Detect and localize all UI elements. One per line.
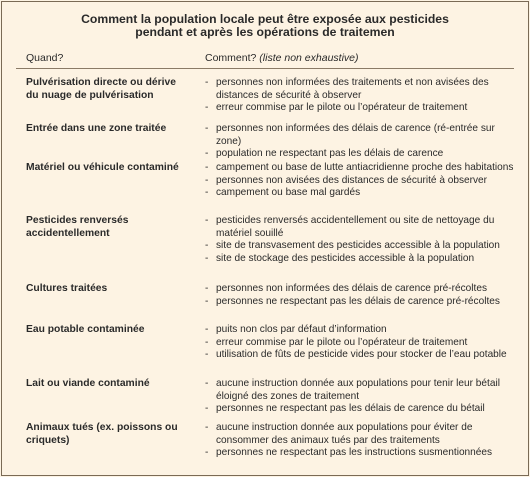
row-how-list [205,378,515,416]
list-item-text: personnes non informées des traitements et non avisées des distances de sécurité à observer [216,77,489,101]
list-item [205,77,515,102]
row-when: Matériel ou véhicule contaminé [26,162,179,173]
bullet-dash-icon: - [205,123,209,134]
header-how-label: Comment? [205,52,257,64]
list-item-text: utilisation de fûts de pesticide vides pour stocker de l’eau potable [216,349,507,361]
list-item [205,148,515,161]
list-item-text: personnes ne respectant pas les instructions susmentionnées [216,447,493,459]
list-item [205,102,515,115]
list-item [205,162,515,175]
list-item [205,296,515,309]
list-item-text: site de stockage des pesticides accessible à la population [216,252,475,264]
title-line-1: Comment la population locale peut être exposée aux pesticides [81,12,449,26]
bullet-dash-icon: - [205,403,209,415]
bullet-dash-icon: - [205,295,209,307]
bullet-dash-icon: - [205,162,209,173]
list-item [205,378,515,403]
list-item-text: pesticides renversés accidentellement ou site de nettoyage du matériel souillé [216,215,495,239]
bullet-dash-icon: - [205,336,209,348]
bullet-dash-icon: - [205,148,209,160]
bullet-dash-icon: - [205,447,209,459]
bullet-dash-icon: - [205,252,209,264]
bullet-dash-icon: - [205,102,209,114]
title-line-2: pendant et après les opérations de traitemen [135,25,395,39]
list-item [205,253,515,266]
row-when: Animaux tués (ex. poissons ou criquets) [26,422,178,446]
row-how-list [205,162,515,200]
list-item-text: aucune instruction donnée aux populations pour tenir leur bétail éloigné des zones de traitement [216,378,500,402]
list-item-text: erreur commise par le pilote ou l’opérateur de traitement [216,336,468,348]
bullet-dash-icon: - [205,349,209,361]
bullet-dash-icon: - [205,215,209,226]
row-how-list [205,215,515,265]
list-item-text: campement ou base de lutte antiacridienne proche des habitations [216,162,514,173]
table-title [2,13,528,39]
list-item [205,123,515,148]
header-when: Quand? [26,52,64,64]
list-item-text: personnes ne respectant pas les délais de carence pré-récoltes [216,295,500,307]
row-when: Pulvérisation directe ou dérive du nuage de pulvérisation [26,77,176,101]
list-item-text: personnes ne respectant pas les délais de carence du bétail [216,403,485,415]
list-item [205,422,515,447]
column-headers [2,49,528,69]
list-item [205,447,515,460]
list-item [205,337,515,350]
list-item-text: personnes non avisées des distances de sécurité à observer [216,174,488,186]
row-when: Eau potable contaminée [26,324,145,335]
bullet-dash-icon: - [205,324,209,335]
list-item-text: personnes non informées des délais de carence (ré-entrée sur zone) [216,123,495,147]
list-item-text: campement ou base mal gardés [216,187,361,199]
header-divider [16,68,514,69]
list-item-text: population ne respectant pas les délais de carence [216,148,444,160]
bullet-dash-icon: - [205,187,209,199]
row-how-list [205,123,515,161]
bullet-dash-icon: - [205,422,209,433]
list-item-text: personnes non informées des délais de carence pré-récoltes [216,283,488,294]
row-when: Cultures traitées [26,283,108,294]
row-how-list [205,324,515,362]
list-item [205,349,515,362]
bullet-dash-icon: - [205,240,209,252]
row-when: Entrée dans une zone traitée [26,123,167,134]
list-item [205,283,515,296]
list-item [205,187,515,200]
list-item-text: puits non clos par défaut d’information [216,324,387,335]
header-how-note: (liste non exhaustive) [259,52,359,64]
row-how-list [205,77,515,115]
table-frame [1,1,529,476]
list-item [205,324,515,337]
row-when: Lait ou viande contaminé [26,378,150,389]
list-item-text: aucune instruction donnée aux populations pour éviter de consommer des animaux tués par des traitements [216,422,473,446]
list-item-text: erreur commise par le pilote ou l’opérateur de traitement [216,102,468,114]
list-item-text: site de transvasement des pesticides accessible à la population [216,240,500,252]
list-item [205,215,515,240]
list-item [205,175,515,188]
row-how-list [205,283,515,308]
bullet-dash-icon: - [205,283,209,294]
bullet-dash-icon: - [205,174,209,186]
header-how [205,52,359,64]
bullet-dash-icon: - [205,378,209,389]
bullet-dash-icon: - [205,77,209,88]
row-when: Pesticides renversés accidentellement [26,215,129,239]
row-how-list [205,422,515,460]
list-item [205,240,515,253]
list-item [205,403,515,416]
